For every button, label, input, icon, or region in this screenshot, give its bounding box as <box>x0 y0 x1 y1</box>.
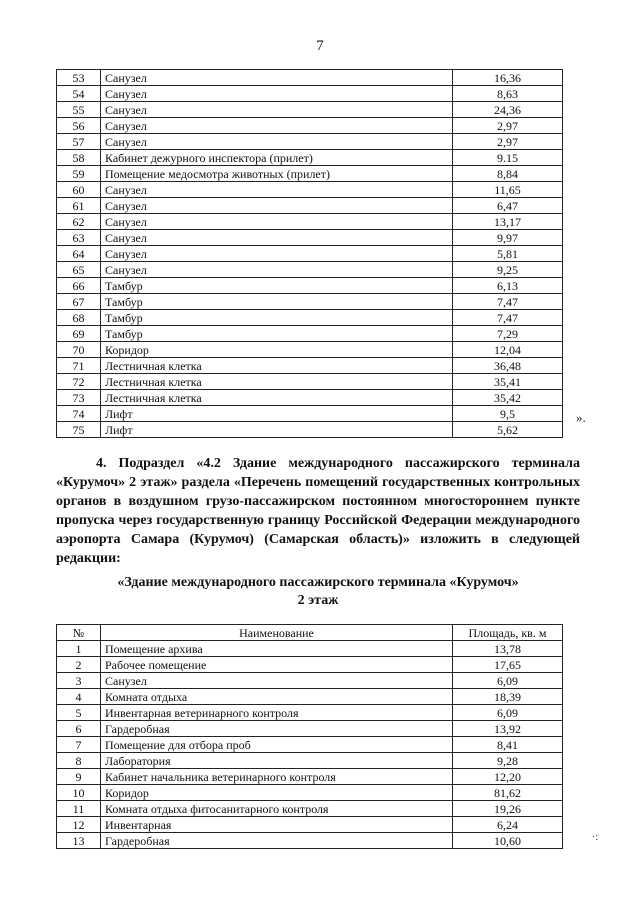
row-number: 75 <box>57 422 101 438</box>
room-name: Коридор <box>101 342 453 358</box>
row-number: 59 <box>57 166 101 182</box>
row-number: 6 <box>57 721 101 737</box>
table-row <box>57 294 563 310</box>
room-area: 6,09 <box>453 705 563 721</box>
room-area: 19,26 <box>453 801 563 817</box>
room-area: 7,47 <box>453 294 563 310</box>
section-heading-title: «Здание международного пассажирского терминала «Курумоч» <box>117 575 519 590</box>
table-row <box>57 753 563 769</box>
table-row <box>57 198 563 214</box>
room-name: Лестничная клетка <box>101 358 453 374</box>
room-area: 18,39 <box>453 689 563 705</box>
room-area: 2,97 <box>453 118 563 134</box>
row-number: 61 <box>57 198 101 214</box>
table-row <box>57 657 563 673</box>
room-name: Санузел <box>101 230 453 246</box>
table-row <box>57 134 563 150</box>
row-number: 9 <box>57 769 101 785</box>
row-number: 73 <box>57 390 101 406</box>
table-row <box>57 785 563 801</box>
room-area: 7,29 <box>453 326 563 342</box>
room-area: 9,97 <box>453 230 563 246</box>
room-area: 81,62 <box>453 785 563 801</box>
room-area: 8,84 <box>453 166 563 182</box>
room-name: Лифт <box>101 422 453 438</box>
table-row <box>57 246 563 262</box>
room-name: Кабинет начальника ветеринарного контроля <box>101 769 453 785</box>
section-heading-floor: 2 этаж <box>297 593 339 608</box>
room-area: 5,81 <box>453 246 563 262</box>
room-name: Санузел <box>101 102 453 118</box>
room-name: Санузел <box>101 198 453 214</box>
table-row <box>57 817 563 833</box>
header-name: Наименование <box>101 625 453 641</box>
header-row <box>57 625 563 641</box>
table-row <box>57 406 563 422</box>
room-name: Помещение медосмотра животных (прилет) <box>101 166 453 182</box>
room-name: Санузел <box>101 134 453 150</box>
header-area: Площадь, кв. м <box>453 625 563 641</box>
table-row <box>57 721 563 737</box>
table-row <box>57 214 563 230</box>
room-name: Санузел <box>101 673 453 689</box>
table-row <box>57 833 563 849</box>
table-row <box>57 182 563 198</box>
row-number: 70 <box>57 342 101 358</box>
room-area: 9,25 <box>453 262 563 278</box>
row-number: 5 <box>57 705 101 721</box>
room-area: 36,48 <box>453 358 563 374</box>
room-area: 13,17 <box>453 214 563 230</box>
room-area: 13,78 <box>453 641 563 657</box>
row-number: 10 <box>57 785 101 801</box>
room-area: 6,24 <box>453 817 563 833</box>
row-number: 67 <box>57 294 101 310</box>
room-name: Санузел <box>101 214 453 230</box>
room-area: 16,36 <box>453 70 563 86</box>
room-name: Санузел <box>101 182 453 198</box>
table-row <box>57 801 563 817</box>
room-area: 35,41 <box>453 374 563 390</box>
header-num: № <box>57 625 101 641</box>
room-area: 10,60 <box>453 833 563 849</box>
room-name: Коридор <box>101 785 453 801</box>
row-number: 64 <box>57 246 101 262</box>
table-row <box>57 310 563 326</box>
room-name: Тамбур <box>101 326 453 342</box>
row-number: 12 <box>57 817 101 833</box>
page-number: 7 <box>316 38 324 54</box>
table-row <box>57 374 563 390</box>
amendment-paragraph: 4. Подраздел «4.2 Здание международного пассажирского терминала «Курумоч» 2 этаж» раздела «Перечень помещений государственных контрольных органов в воздушном грузо-пассажирском постоянном многостороннем пункте пропуска через государственную границу Российской Федерации международного аэропорта Самара (Курумоч) (Самарская область)» изложить в следующей редакции: <box>56 456 580 566</box>
room-area: 12,04 <box>453 342 563 358</box>
closing-quote-mark: ». <box>576 410 586 425</box>
room-name: Гардеробная <box>101 721 453 737</box>
row-number: 11 <box>57 801 101 817</box>
room-area: 9.15 <box>453 150 563 166</box>
row-number: 68 <box>57 310 101 326</box>
scan-mark: ·: <box>592 832 599 843</box>
row-number: 71 <box>57 358 101 374</box>
room-name: Тамбур <box>101 310 453 326</box>
table-row <box>57 342 563 358</box>
room-area: 9,5 <box>453 406 563 422</box>
row-number: 62 <box>57 214 101 230</box>
row-number: 3 <box>57 673 101 689</box>
table-row <box>57 358 563 374</box>
room-name: Лестничная клетка <box>101 374 453 390</box>
room-area: 24,36 <box>453 102 563 118</box>
room-name: Санузел <box>101 86 453 102</box>
room-name: Санузел <box>101 118 453 134</box>
room-name: Гардеробная <box>101 833 453 849</box>
room-name: Санузел <box>101 246 453 262</box>
table-header <box>57 625 563 641</box>
room-name: Инвентарная ветеринарного контроля <box>101 705 453 721</box>
row-number: 2 <box>57 657 101 673</box>
table-row <box>57 705 563 721</box>
table-row <box>57 673 563 689</box>
rooms-table-floor2 <box>56 624 563 849</box>
table-row <box>57 390 563 406</box>
row-number: 8 <box>57 753 101 769</box>
room-name: Санузел <box>101 70 453 86</box>
row-number: 54 <box>57 86 101 102</box>
rooms-table-body <box>57 70 563 438</box>
room-name: Лестничная клетка <box>101 390 453 406</box>
room-area: 6,09 <box>453 673 563 689</box>
row-number: 69 <box>57 326 101 342</box>
room-name: Помещение архива <box>101 641 453 657</box>
table-row <box>57 326 563 342</box>
row-number: 58 <box>57 150 101 166</box>
table-row <box>57 769 563 785</box>
section-heading <box>56 574 580 610</box>
table-row <box>57 102 563 118</box>
row-number: 53 <box>57 70 101 86</box>
row-number: 4 <box>57 689 101 705</box>
room-area: 7,47 <box>453 310 563 326</box>
room-area: 6,47 <box>453 198 563 214</box>
room-name: Лаборатория <box>101 753 453 769</box>
room-area: 11,65 <box>453 182 563 198</box>
table-row <box>57 230 563 246</box>
table-row <box>57 641 563 657</box>
row-number: 74 <box>57 406 101 422</box>
room-name: Тамбур <box>101 294 453 310</box>
row-number: 65 <box>57 262 101 278</box>
room-area: 8,63 <box>453 86 563 102</box>
row-number: 66 <box>57 278 101 294</box>
table-row <box>57 422 563 438</box>
room-name: Комната отдыха <box>101 689 453 705</box>
row-number: 72 <box>57 374 101 390</box>
row-number: 57 <box>57 134 101 150</box>
room-area: 12,20 <box>453 769 563 785</box>
table-row <box>57 166 563 182</box>
room-area: 9,28 <box>453 753 563 769</box>
room-name: Лифт <box>101 406 453 422</box>
row-number: 55 <box>57 102 101 118</box>
room-name: Инвентарная <box>101 817 453 833</box>
room-name: Тамбур <box>101 278 453 294</box>
room-name: Кабинет дежурного инспектора (прилет) <box>101 150 453 166</box>
table-row <box>57 150 563 166</box>
room-area: 8,41 <box>453 737 563 753</box>
row-number: 63 <box>57 230 101 246</box>
room-name: Помещение для отбора проб <box>101 737 453 753</box>
room-area: 2,97 <box>453 134 563 150</box>
room-name: Санузел <box>101 262 453 278</box>
table-row <box>57 262 563 278</box>
room-area: 35,42 <box>453 390 563 406</box>
room-area: 13,92 <box>453 721 563 737</box>
room-name: Комната отдыха фитосанитарного контроля <box>101 801 453 817</box>
row-number: 56 <box>57 118 101 134</box>
row-number: 7 <box>57 737 101 753</box>
row-number: 13 <box>57 833 101 849</box>
table-row <box>57 278 563 294</box>
room-area: 6,13 <box>453 278 563 294</box>
rooms-table-body <box>57 641 563 849</box>
table-row <box>57 737 563 753</box>
table-row <box>57 70 563 86</box>
room-name: Рабочее помещение <box>101 657 453 673</box>
room-area: 17,65 <box>453 657 563 673</box>
table-row <box>57 689 563 705</box>
row-number: 1 <box>57 641 101 657</box>
table-row <box>57 86 563 102</box>
row-number: 60 <box>57 182 101 198</box>
rooms-table-continued <box>56 69 563 438</box>
table-row <box>57 118 563 134</box>
room-area: 5,62 <box>453 422 563 438</box>
